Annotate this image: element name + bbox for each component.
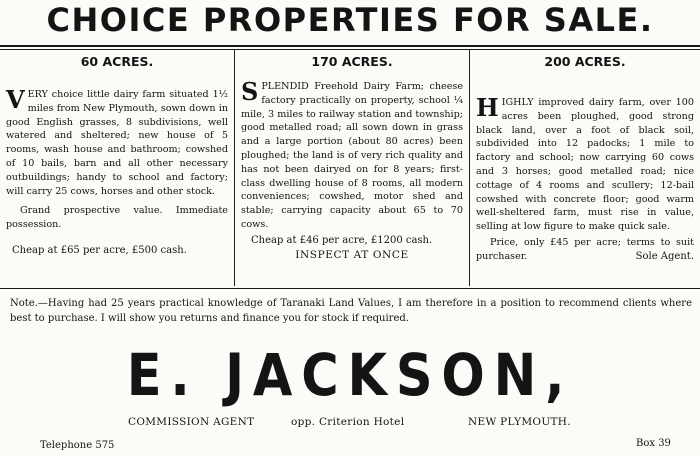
listing-price: Cheap at £46 per acre, £1200 cash.	[251, 234, 433, 246]
dropcap: S	[241, 77, 259, 106]
listing-text: IGHLY improved dairy farm, over 100 acres been ploughed, good strong black land, over a foot of black soil, subdivided into 12 padocks; 1 mile to factory and school; now carrying 60 cows and 3 horses; good metalled road; nice cottage of 4 rooms and scullery; 12-bail cowshed with concrete floor; good warm well-sheltered farm, must rise in value, selling at low figure to make quick sale.	[476, 97, 694, 233]
headline: CHOICE PROPERTIES FOR SALE.	[46, 1, 654, 39]
agent-note: Note.—Having had 25 years practical knowledge of Taranaki Land Values, I am therefore in a position to recommend clients where best to purchase. I will show you returns and finance you for stock if required.	[10, 298, 692, 324]
dropcap: H	[476, 93, 499, 122]
rule-top	[0, 45, 700, 47]
listing-heading: 200 ACRES.	[544, 54, 626, 69]
listing-60-acres	[0, 50, 234, 286]
listing-body	[470, 93, 700, 234]
telephone-number: Telephone 575	[40, 440, 115, 451]
listing-body	[235, 77, 469, 232]
listing-price: Cheap at £65 per acre, £500 cash.	[12, 244, 187, 256]
listing-body	[0, 85, 234, 198]
listing-text: PLENDID Freehold Dairy Farm; cheese factory practically on property, school ¼ mile, 3 miles to railway station and township; good metalled road; all sown down in grass and a large portion (about 80 acres) been ploughed; the land is of very rich quality and has not been dairyed on for 8 years; first-class dwelling house of 8 rooms, all modern conveniences; cowshed, motor shed and stable; carrying capacity about 65 to 70 cows.	[241, 81, 463, 230]
listing-heading: 170 ACRES.	[311, 54, 393, 69]
dropcap: V	[6, 85, 25, 114]
inspect-notice: INSPECT AT ONCE	[295, 248, 409, 261]
sole-agent: Sole Agent.	[635, 250, 694, 262]
listing-170-acres	[235, 50, 469, 286]
listing-heading: 60 ACRES.	[80, 54, 154, 69]
agent-name: E. JACKSON,	[126, 341, 574, 409]
listing-text: ERY choice little dairy farm situated 1½ miles from New Plymouth, sown down in good English grasses, 8 subdivisions, well watered and sheltered; new house of 5 rooms, wash house and bathroom; cowshed of 10 bails, barn and all other necessary outbuildings; handy to school and factory; will carry 25 cows, horses and other stock.	[6, 89, 228, 197]
box-number: Box 39	[636, 438, 671, 449]
listing-extra: Grand prospective value. Immediate possession.	[6, 205, 228, 231]
agent-address: opp. Criterion Hotel	[291, 416, 405, 428]
listing-200-acres	[470, 50, 700, 286]
agent-town: NEW PLYMOUTH.	[468, 416, 571, 428]
rule-middle	[0, 288, 700, 289]
listing-price: Price, only £45 per acre; terms to suit purchaser.	[476, 236, 694, 262]
agent-role: COMMISSION AGENT	[128, 416, 255, 428]
